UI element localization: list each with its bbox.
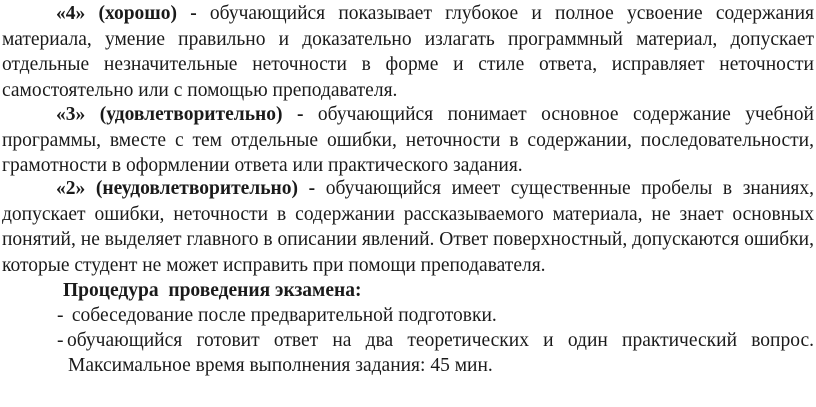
list-dash: - bbox=[57, 305, 64, 326]
procedure-item bbox=[57, 303, 814, 329]
max-time-note: Максимальное время выполнения задания: 45 мин. bbox=[68, 355, 493, 376]
procedure-heading: Процедура проведения экзамена: bbox=[63, 280, 362, 301]
grade-3-paragraph bbox=[2, 102, 814, 179]
grade-2-text: обучающийся имеет существенные пробелы в знаниях, допускает ошибки, неточности в содержании рассказываемого материала, не знает основных понятий, не выделяет главного в описании явлений. Ответ поверхностный, допускаются ошибки, которые студент не может исправить при помощи преподавателя. bbox=[2, 178, 814, 276]
list-dash: - bbox=[57, 330, 64, 351]
grade-4-label: «4» (хорошо) - bbox=[56, 3, 197, 24]
grade-4-text: обучающийся показывает глубокое и полное усвоение содержания материала, умение правильно и доказательно излагать программный материал, допускает отдельные незначительные неточности в форме и стиле ответа, исправляет неточности самостоятельно или с помощью преподавателя. bbox=[2, 3, 814, 101]
grade-3-label: «3» (удовлетворительно) - bbox=[56, 104, 304, 125]
procedure-item-text: собеседование после предварительной подготовки. bbox=[67, 305, 497, 326]
grade-2-paragraph bbox=[2, 176, 814, 278]
procedure-item bbox=[57, 328, 814, 354]
grade-4-paragraph bbox=[2, 1, 814, 103]
grade-3-text: обучающийся понимает основное содержание учебной программы, вместе с тем отдельные ошибки, неточности в содержании, последовательности, грамотности в оформлении ответа или практического задания. bbox=[2, 104, 814, 176]
procedure-item-text: обучающийся готовит ответ на два теоретических и один практический вопрос. bbox=[67, 330, 814, 351]
grade-2-label: «2» (неудовлетворительно) - bbox=[56, 178, 316, 199]
